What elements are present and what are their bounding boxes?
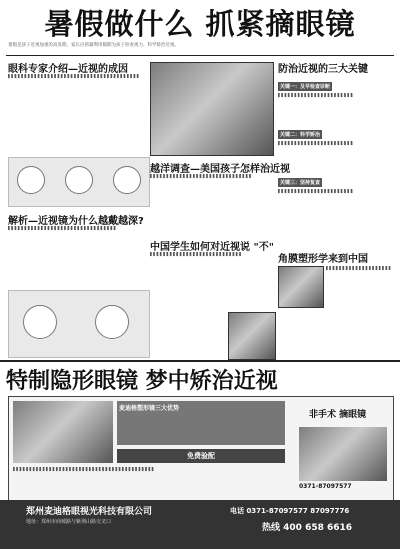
- footer-hotline-label: 热线: [262, 523, 281, 533]
- header-rule: [6, 55, 394, 56]
- footer-phone: [230, 506, 349, 516]
- intro-paragraph: 暑假是孩子近视加重的高发期，家长应抓紧利用假期为孩子检查视力、科学矫治近视。: [8, 43, 179, 48]
- section-title-ortho-k: 角膜塑形学来到中国: [278, 254, 368, 265]
- footer-bar: [0, 500, 400, 549]
- ortho-k-body-text: ▌▌▌▌▌▌▌▌▌▌▌▌▌▌▌▌▌▌▌▌: [326, 266, 393, 271]
- section-title-us-survey: 越洋调查—美国孩子怎样治近视: [150, 164, 290, 175]
- section-title-prevention: 防治近视的三大关键: [278, 64, 368, 75]
- section-title-expert: 眼科专家介绍—近视的成因: [8, 64, 128, 75]
- page-title: 暑假做什么 抓紧摘眼镜: [44, 7, 356, 41]
- ad-advantages-title: 麦迪格塑形镜三大优势: [119, 405, 180, 412]
- prevention-text: ▌▌▌▌▌▌▌▌▌▌▌▌▌▌▌▌▌▌▌▌▌▌▌: [278, 141, 355, 146]
- eyeball-diagram: [23, 305, 57, 339]
- ad-box: [8, 396, 394, 502]
- ad-advantages-panel: [117, 401, 285, 445]
- ad-body-text: ▌▌▌▌▌▌▌▌▌▌▌▌▌▌▌▌▌▌▌▌▌▌▌▌▌▌▌▌▌▌▌▌▌▌▌▌▌▌▌▌▌▌▌: [13, 467, 156, 472]
- footer-phone-number: 0371-87097577 87097776: [246, 507, 350, 515]
- lens-diagram-figure: [8, 290, 150, 358]
- footer-phone-label: 电话: [230, 507, 244, 515]
- ad-rule: [0, 360, 400, 362]
- ad-phone: 0371-87097577: [299, 483, 352, 490]
- eyeball-diagram: [65, 166, 93, 194]
- prevention-key-1: 关键一：及早检查诊断: [280, 84, 331, 90]
- footer-company-name: 郑州麦迪格眼视光科技有限公司: [26, 507, 153, 517]
- footer-hotline-number: 400 658 6616: [283, 523, 353, 533]
- students-photo: [228, 312, 276, 360]
- ad-headline: 特制隐形眼镜 梦中矫治近视: [6, 369, 278, 394]
- footer-hotline: [262, 520, 352, 533]
- ad-doctor-photo: [299, 427, 387, 481]
- ad-free-offer: 免费验配: [117, 449, 285, 463]
- prevention-text: ▌▌▌▌▌▌▌▌▌▌▌▌▌▌▌▌▌▌▌▌▌▌▌: [278, 93, 355, 98]
- eye-diagram-figure: [8, 157, 150, 207]
- eyeball-diagram: [17, 166, 45, 194]
- lens-product-photo: [278, 266, 324, 308]
- section-title-china: 中国学生如何对近视说 "不": [150, 242, 274, 253]
- china-body-text: ▌▌▌▌▌▌▌▌▌▌▌▌▌▌▌▌▌▌▌▌▌▌▌▌▌▌▌▌: [150, 252, 243, 257]
- footer-address: 地址：郑州市商城路与紫荆山路交叉口: [26, 519, 112, 525]
- prevention-column: [278, 73, 394, 223]
- analysis-body-text: ▌▌▌▌▌▌▌▌▌▌▌▌▌▌▌▌▌▌▌▌▌▌▌▌▌▌▌▌▌▌▌▌▌: [8, 226, 118, 231]
- prevention-key-3: 关键三：坚持复查: [280, 180, 321, 186]
- ad-clinic-photo: [13, 401, 113, 463]
- prevention-key-2: 关键二：科学矫治: [280, 132, 321, 138]
- prevention-text: ▌▌▌▌▌▌▌▌▌▌▌▌▌▌▌▌▌▌▌▌▌▌▌: [278, 189, 355, 194]
- us-survey-body-text: ▌▌▌▌▌▌▌▌▌▌▌▌▌▌▌▌▌▌▌▌▌▌▌▌▌▌▌▌▌▌▌: [150, 174, 253, 179]
- eyeball-diagram: [113, 166, 141, 194]
- section-title-analysis: 解析—近视镜为什么越戴越深?: [8, 216, 144, 227]
- ad-tagline: 非手术 摘眼镜: [309, 410, 367, 420]
- eyeball-diagram: [95, 305, 129, 339]
- eye-exam-photo: [150, 62, 274, 156]
- expert-body-text: ▌▌▌▌▌▌▌▌▌▌▌▌▌▌▌▌▌▌▌▌▌▌▌▌▌▌▌▌▌▌▌▌▌▌▌▌▌▌▌▌: [8, 74, 141, 79]
